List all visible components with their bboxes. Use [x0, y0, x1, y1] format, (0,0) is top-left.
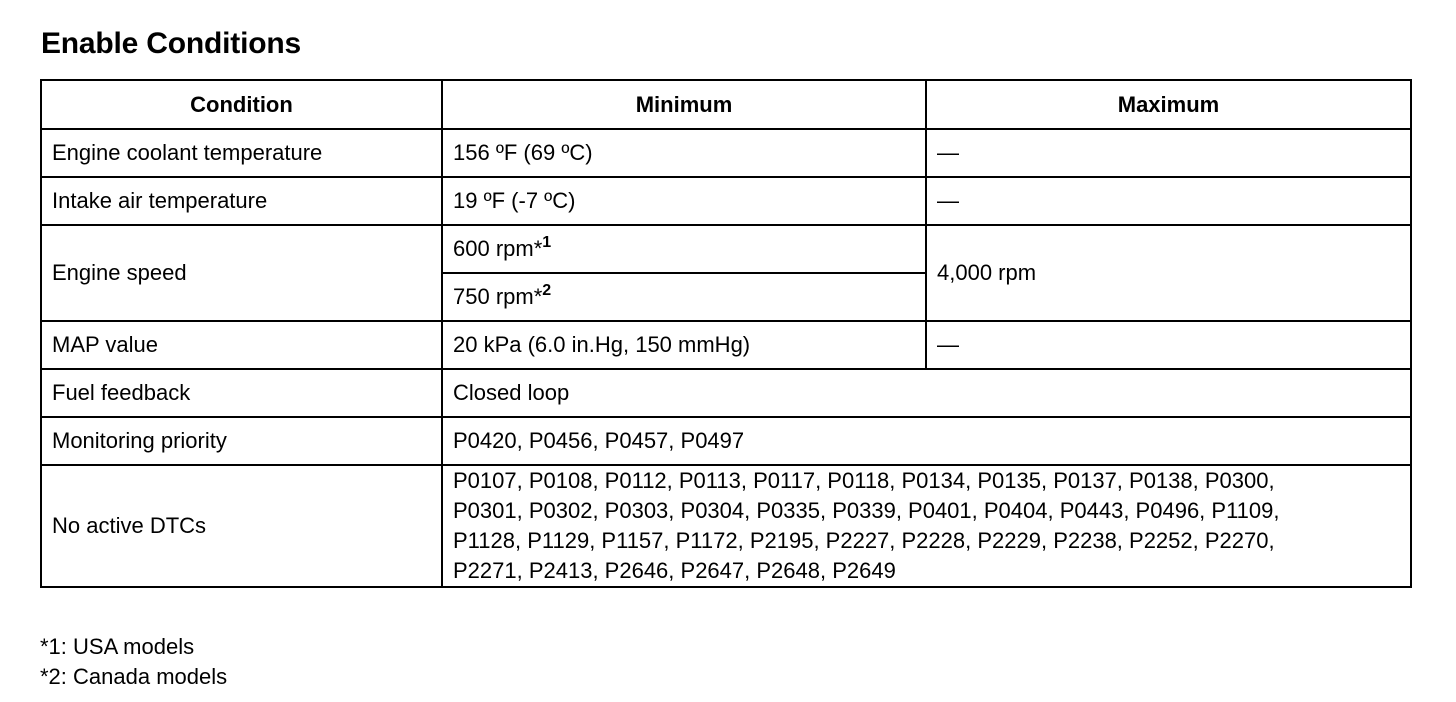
minimum-cell: 19 ºF (-7 ºC) [442, 177, 926, 225]
table-row [41, 417, 1411, 465]
condition-cell: MAP value [41, 321, 442, 369]
table-row [41, 321, 1411, 369]
header-minimum: Minimum [442, 80, 926, 129]
dtc-line: P0301, P0302, P0303, P0304, P0335, P0339, P0401, P0404, P0443, P0496, P1109, [453, 498, 1280, 523]
value-cell: P0420, P0456, P0457, P0497 [442, 417, 1411, 465]
maximum-cell: — [926, 129, 1411, 177]
minimum-cell-canada [442, 273, 926, 321]
dtc-line: P0107, P0108, P0112, P0113, P0117, P0118, P0134, P0135, P0137, P0138, P0300, [453, 468, 1275, 493]
table-row [41, 177, 1411, 225]
minimum-cell: 156 ºF (69 ºC) [442, 129, 926, 177]
footnote-ref: 1 [542, 234, 552, 251]
header-maximum: Maximum [926, 80, 1411, 129]
page-title: Enable Conditions [41, 27, 301, 60]
minimum-value: 750 rpm* [453, 284, 543, 309]
table-row [41, 369, 1411, 417]
footnote-usa: *1: USA models [40, 634, 195, 659]
condition-cell: No active DTCs [41, 465, 442, 587]
minimum-value: 600 rpm* [453, 236, 543, 261]
dtc-list-cell [442, 465, 1411, 587]
table-header-row [41, 80, 1411, 129]
header-condition: Condition [41, 80, 442, 129]
condition-cell: Monitoring priority [41, 417, 442, 465]
footnote-canada: *2: Canada models [40, 664, 228, 689]
minimum-cell-usa [442, 225, 926, 273]
table-row [41, 465, 1411, 587]
minimum-cell: 20 kPa (6.0 in.Hg, 150 mmHg) [442, 321, 926, 369]
condition-cell: Engine coolant temperature [41, 129, 442, 177]
dtc-line: P2271, P2413, P2646, P2647, P2648, P2649 [453, 558, 896, 583]
condition-cell: Fuel feedback [41, 369, 442, 417]
maximum-cell: 4,000 rpm [926, 225, 1411, 321]
footnotes [40, 632, 227, 692]
maximum-cell: — [926, 177, 1411, 225]
value-cell: Closed loop [442, 369, 1411, 417]
maximum-cell: — [926, 321, 1411, 369]
table-row [41, 225, 1411, 273]
enable-conditions-table [40, 79, 1412, 588]
footnote-ref: 2 [542, 282, 552, 299]
condition-cell: Intake air temperature [41, 177, 442, 225]
condition-cell: Engine speed [41, 225, 442, 321]
dtc-line: P1128, P1129, P1157, P1172, P2195, P2227, P2228, P2229, P2238, P2252, P2270, [453, 528, 1275, 553]
table-row [41, 129, 1411, 177]
